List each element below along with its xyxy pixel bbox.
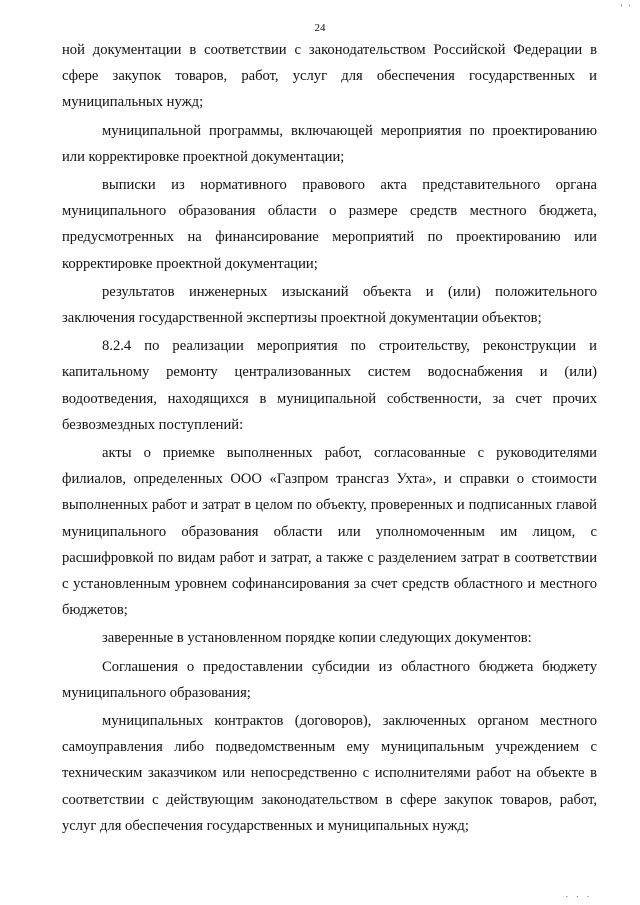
paragraph-certified-copies: заверенные в установленном порядке копии следующих документов: — [102, 630, 532, 647]
paragraph-engineering-surveys: результатов инженерных изысканий объекта и (или) положительного заключения государственной экспертизы проектной документации объектов; — [62, 283, 597, 327]
paragraph-municipal-contracts: муниципальных контрактов (договоров), заключенных органом местного самоуправления либо подведомственным ему муниципальным учреждением с техническим заказчиком или непосредственно с исполнителями работ на объекте в соответствии с действующим законодательством в сфере закупок товаров, работ, услуг для обеспечения государственных и муниципальных нужд; — [62, 713, 597, 834]
paragraph-legal-act-extract: выписки из нормативного правового акта представительного органа муниципального образования области о размере средств местного бюджета, предусмотренных на финансирование мероприятий по проектированию или корректировке проектной документации; — [62, 177, 597, 272]
footer-mark: . . . — [565, 889, 592, 899]
paragraph-acceptance-acts: акты о приемке выполненных работ, согласованные с руководителями филиалов, определенных ООО «Газпром трансгаз Ухта», и справки о стоимости выполненных работ и затрат в целом по объекту, проверенных и подписанных главой муниципального образования области или уполномоченным им лицом, с расшифровкой по видам работ и затрат, а также с разделением затрат в соответствии с установленным уровнем софинансирования за счет средств областного и местного бюджетов; — [62, 445, 597, 619]
paragraph-municipal-program: муниципальной программы, включающей мероприятия по проектированию или корректировке проектной документации; — [62, 122, 597, 165]
page-number: 24 — [314, 22, 326, 34]
paragraph-subsidy-agreement: Соглашения о предоставлении субсидии из областного бюджета бюджету муниципального образования; — [62, 658, 597, 701]
paragraph-section-8-2-4: 8.2.4 по реализации мероприятия по строительству, реконструкции и капитальному ремонту централизованных систем водоснабжения и (или) водоотведения, находящихся в муниципальной собственности, за счет прочих безвозмездных поступлений: — [62, 338, 597, 433]
document-body — [62, 37, 597, 839]
paragraph-continuation: ной документации в соответствии с законодательством Российской Федерации в сфере закупок товаров, работ, услуг для обеспечения государственных и муниципальных нужд; — [62, 42, 597, 111]
corner-mark: ' ' — [620, 3, 632, 13]
